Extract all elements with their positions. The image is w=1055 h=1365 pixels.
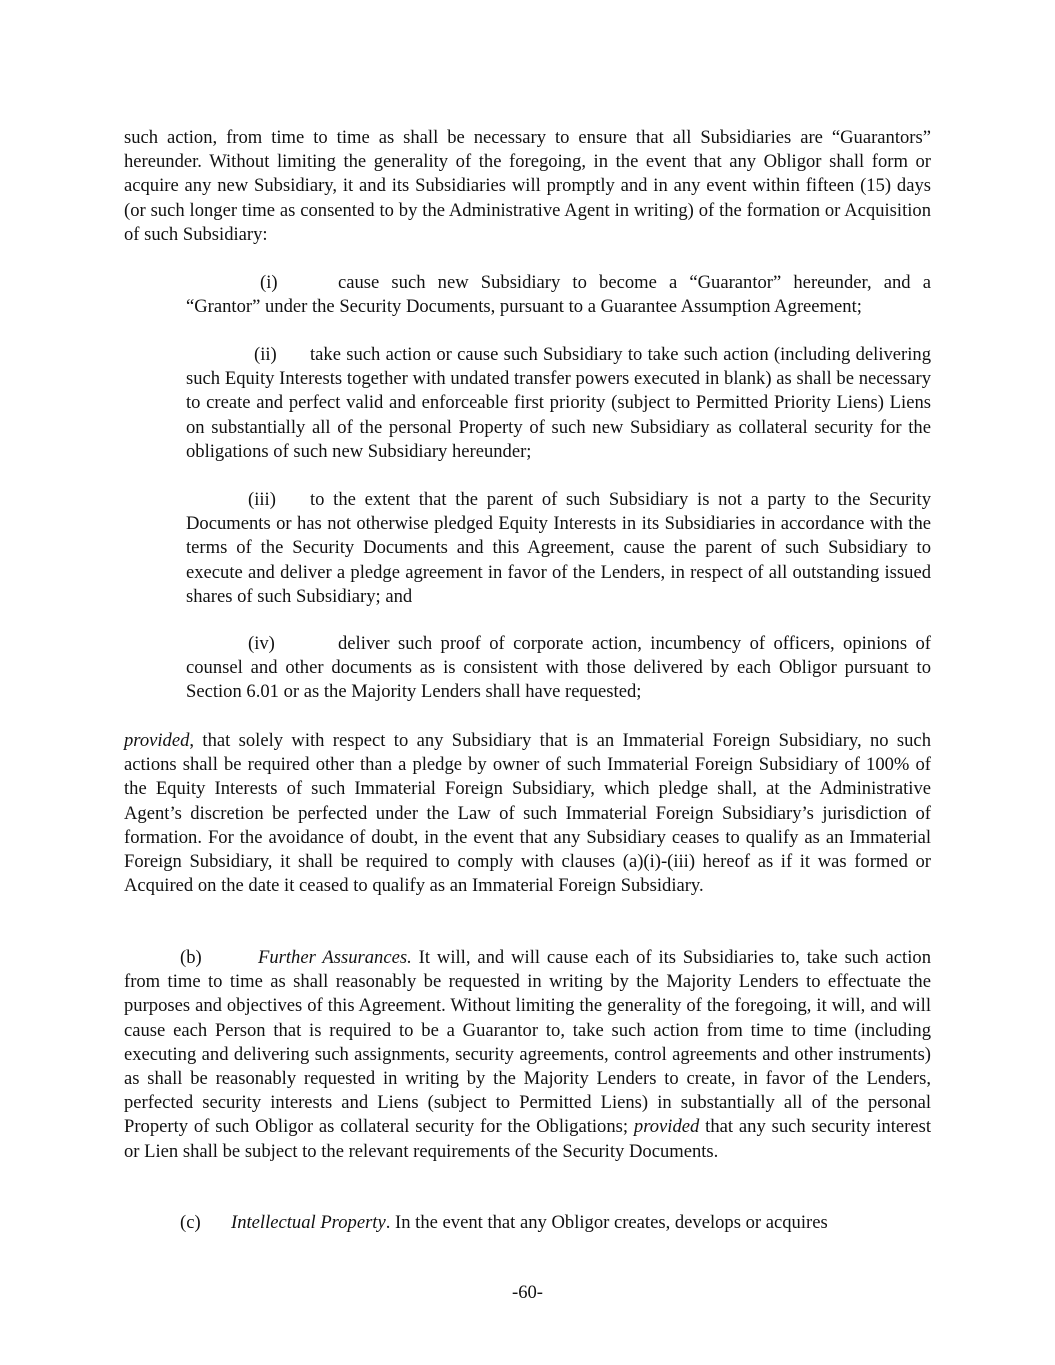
page-number: -60- <box>512 1282 543 1303</box>
clause-iii-number: (iii) <box>248 489 276 510</box>
intro-paragraph <box>124 126 931 247</box>
section-c-number: (c) <box>180 1212 201 1233</box>
clause-iv-number: (iv) <box>248 633 275 654</box>
clause-ii-text: take such action or cause such Subsidiary to take such action (including delivering such Equity Interests together with undated transfer powers executed in blank) as shall be necessary to create and perfect valid and enforceable first priority (subject to Permitted Priority Liens) Liens on substantially all of the personal Property of such new Subsidiary as collateral security for the obligations of such new Subsidiary hereunder; <box>186 344 931 462</box>
clause-i-text: cause such new Subsidiary to become a “Guarantor” hereunder, and a “Grantor” under the Security Documents, pursuant to a Guarantee Assumption Agreement; <box>186 272 931 318</box>
section-c-heading: Intellectual Property <box>231 1212 386 1233</box>
clause-iii-text: to the extent that the parent of such Subsidiary is not a party to the Security Documents or has not otherwise pledged Equity Interests in its Subsidiaries in accordance with the terms of the Security Documents and this Agreement, cause the parent of such Subsidiary to execute and deliver a pledge agreement in favor of the Lenders, in respect of all outstanding issued shares of such Subsidiary; and <box>186 489 931 607</box>
proviso-text: , that solely with respect to any Subsidiary that is an Immaterial Foreign Subsidiary, no such actions shall be required other than a pledge by owner of such Immaterial Foreign Subsidiary of 100% of the Equity Interests of such Immaterial Foreign Subsidiary, which pledge shall, at the Administrative Agent’s discretion be perfected under the Law of such Immaterial Foreign Subsidiary’s jurisdiction of formation. For the avoidance of doubt, in the event that any Subsidiary ceases to qualify as an Immaterial Foreign Subsidiary, it shall be required to comply with clauses (a)(i)-(iii) hereof as if it was formed or Acquired on the date it ceased to qualify as an Immaterial Foreign Subsidiary. <box>124 730 931 897</box>
section-c-paragraph <box>124 1211 931 1235</box>
clause-iv-text: deliver such proof of corporate action, incumbency of officers, opinions of counsel and other documents as is consistent with those delivered by each Obligor pursuant to Section 6.01 or as the Majority Lenders shall have requested; <box>186 633 931 703</box>
proviso-paragraph <box>124 729 931 898</box>
section-b-text-2: that any such security interest or Lien shall be subject to the relevant requirements of the Security Documents. <box>124 1116 931 1162</box>
proviso-lead: provided <box>124 730 190 751</box>
section-b-paragraph <box>124 946 931 1164</box>
section-b-text-1: It will, and will cause each of its Subsidiaries to, take such action from time to time as shall reasonably be requested in writing by the Majority Lenders to effectuate the purposes and objectives of this Agreement. Without limiting the generality of the foregoing, it will, and will cause each Person that is required to be a Guarantor to, take such action from time to time (including executing and delivering such assignments, security agreements, control agreements and other instruments) as shall be reasonably requested in writing by the Majority Lenders to create, in favor of the Lenders, perfected security interests and Liens (subject to Permitted Liens) in substantially all of the personal Property of such Obligor as collateral security for the Obligations; <box>124 947 931 1138</box>
clause-iii <box>186 488 931 609</box>
section-b-number: (b) <box>180 947 202 968</box>
clause-ii <box>186 343 931 464</box>
clause-ii-number: (ii) <box>254 344 277 365</box>
section-b-heading: Further Assurances. <box>258 947 412 968</box>
clause-i <box>186 271 931 319</box>
intro-text: such action, from time to time as shall be necessary to ensure that all Subsidiaries are “Guarantors” hereunder. Without limiting the generality of the foregoing, in the event that any Obligor shall form or acquire any new Subsidiary, it and its Subsidiaries will promptly and in any event within fifteen (15) days (or such longer time as consented to by the Administrative Agent in writing) of the formation or Acquisition of such Subsidiary: <box>124 127 931 245</box>
clause-i-number: (i) <box>260 272 278 293</box>
clause-iv <box>186 632 931 705</box>
section-c-text: . In the event that any Obligor creates, develops or acquires <box>385 1212 828 1233</box>
section-b-provided: provided <box>633 1116 700 1138</box>
